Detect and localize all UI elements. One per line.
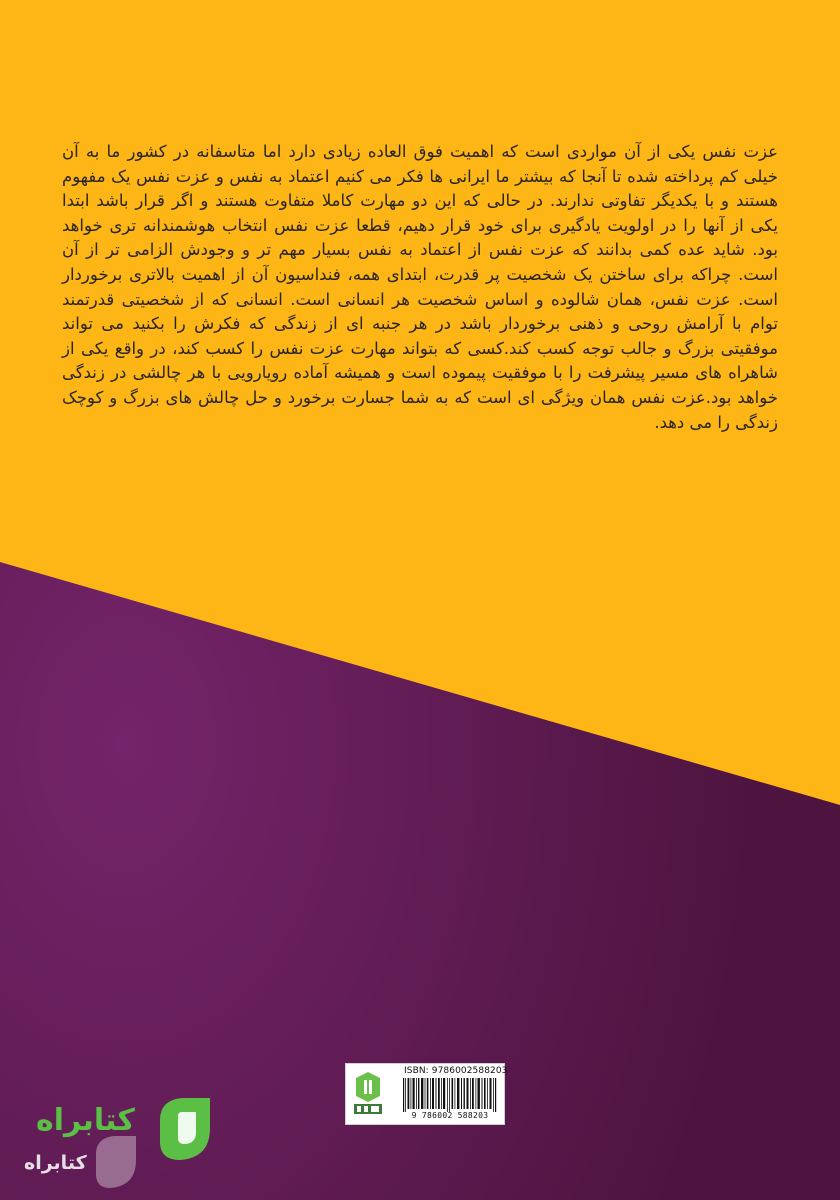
barcode-digits: 9 786002 588203 — [411, 1111, 489, 1120]
watermark-brand-small: کتابراه — [24, 1152, 87, 1174]
publisher-book-icon — [350, 1070, 386, 1118]
barcode-bars — [402, 1078, 498, 1112]
isbn-barcode — [345, 1063, 508, 1125]
isbn-label: ISBN: 9786002588203 — [404, 1066, 508, 1076]
watermark-brand: کتابراه — [36, 1103, 135, 1138]
back-cover-blurb: عزت نفس یکی از آن مواردی است که اهمیت فوق العاده زیادی دارد اما متاسفانه در کشور ما به آن خیلی کم پرداخته شده تا آنجا که بیشتر ما ایرانی ها فکر می کنیم اعتماد به نفس و عزت نفس یک مفهوم هستند و با یکدیگر تفاوتی ندارند. در حالی که این دو مهارت کاملا متفاوت هستند و اگر قرار باشد ابتدا یکی از آنها را در اولویت یادگیری برای خود قرار دهیم، قطعا عزت نفس انتخاب هوشمندانه تری خواهد بود. شاید عده کمی بدانند که عزت نفس از اعتماد به نفس بسیار مهم تر و وجودش الزامی تر از آن است. چراکه برای ساختن یک شخصیت پر قدرت، ابتدای همه، فنداسیون آن از اهمیت بالاتری برخوردار است. عزت نفس، همان شالوده و اساس شخصیت هر انسانی است. انسانی که از شخصیتی قدرتمند توام با آرامش روحی و ذهنی برخوردار باشد در هر جنبه ای از زندگی که فکرش را بکنید می تواند موفقیتی بزرگ و جالب توجه کسب کند.کسی که بتواند مهارت عزت نفس را کسب کند، در واقع یکی از شاهراه های مسیر پیشرفت را با موفقیت پیموده است و همیشه آماده رویارویی با هر چالشی در زندگی خواهد بود.عزت نفس همان ویژگی ای است که به شما جسارت برخورد و حل چالش های بزرگ و کوچک زندگی را می دهد. — [62, 142, 778, 432]
